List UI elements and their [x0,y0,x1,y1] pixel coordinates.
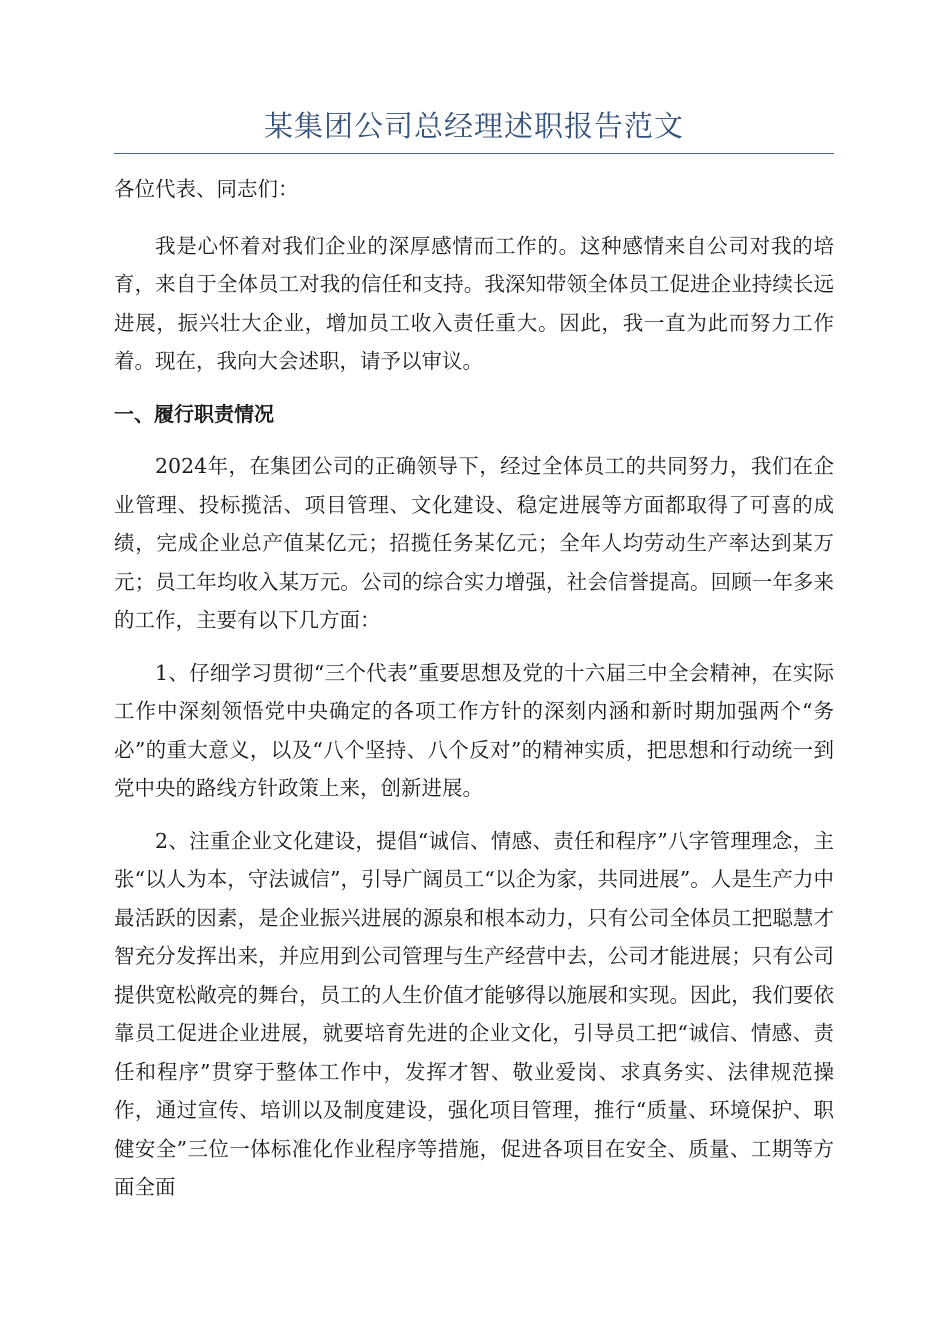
section-heading: 一、履行职责情况 [114,401,274,426]
title-underline [114,153,834,154]
intro-paragraph: 我是心怀着对我们企业的深厚感情而工作的。这种感情来自公司对我的培育，来自于全体员工对我的信任和支持。我深知带领全体员工促进企业持续长远进展，振兴壮大企业，增加员工收入责任重大。因此，我一直为此而努力工作着。现在，我向大会述职，请予以审议。 [114,233,834,373]
document-title: 某集团公司总经理述职报告范文 [263,109,684,143]
list-item-2: 2、注重企业文化建设，提倡“诚信、情感、责任和程序”八字管理理念，主张“以人为本，守法诚信”，引导广阔员工“以企为家，共同进展”。人是生产力中最活跃的因素，是企业振兴进展的源泉和根本动力，只有公司全体员工把聪慧才智充分发挥出来，并应用到公司管理与生产经营中去，公司才能进展；只有公司提供宽松敞亮的舞台，员工的人生价值才能够得以施展和实现。因此，我们要依靠员工促进企业进展，就要培育先进的企业文化，引导员工把“诚信、情感、责任和程序”贯穿于整体工作中，发挥才智、敬业爱岗、求真务实、法律规范操作，通过宣传、培训以及制度建设，强化项目管理，推行“质量、环境保护、职健安全”三位一体标准化作业程序等措施，促进各项目在安全、质量、工期等方面全面 [114,828,834,1199]
document-body [114,170,834,1207]
list-item-1: 1、仔细学习贯彻“三个代表”重要思想及党的十六届三中全会精神，在实际工作中深刻领悟党中央确定的各项工作方针的深刻内涵和新时期加强两个“务必”的重大意义，以及“八个坚持、八个反对”的精神实质，把思想和行动统一到党中央的路线方针政策上来，创新进展。 [114,660,834,800]
title-block [114,104,834,148]
section-paragraph: 2024年，在集团公司的正确领导下，经过全体员工的共同努力，我们在企业管理、投标揽活、项目管理、文化建设、稳定进展等方面都取得了可喜的成绩，完成企业总产值某亿元；招揽任务某亿元；全年人均劳动生产率达到某万元；员工年均收入某万元。公司的综合实力增强，社会信誉提高。回顾一年多来的工作，主要有以下几方面： [114,454,834,632]
salutation: 各位代表、同志们： [114,177,299,201]
